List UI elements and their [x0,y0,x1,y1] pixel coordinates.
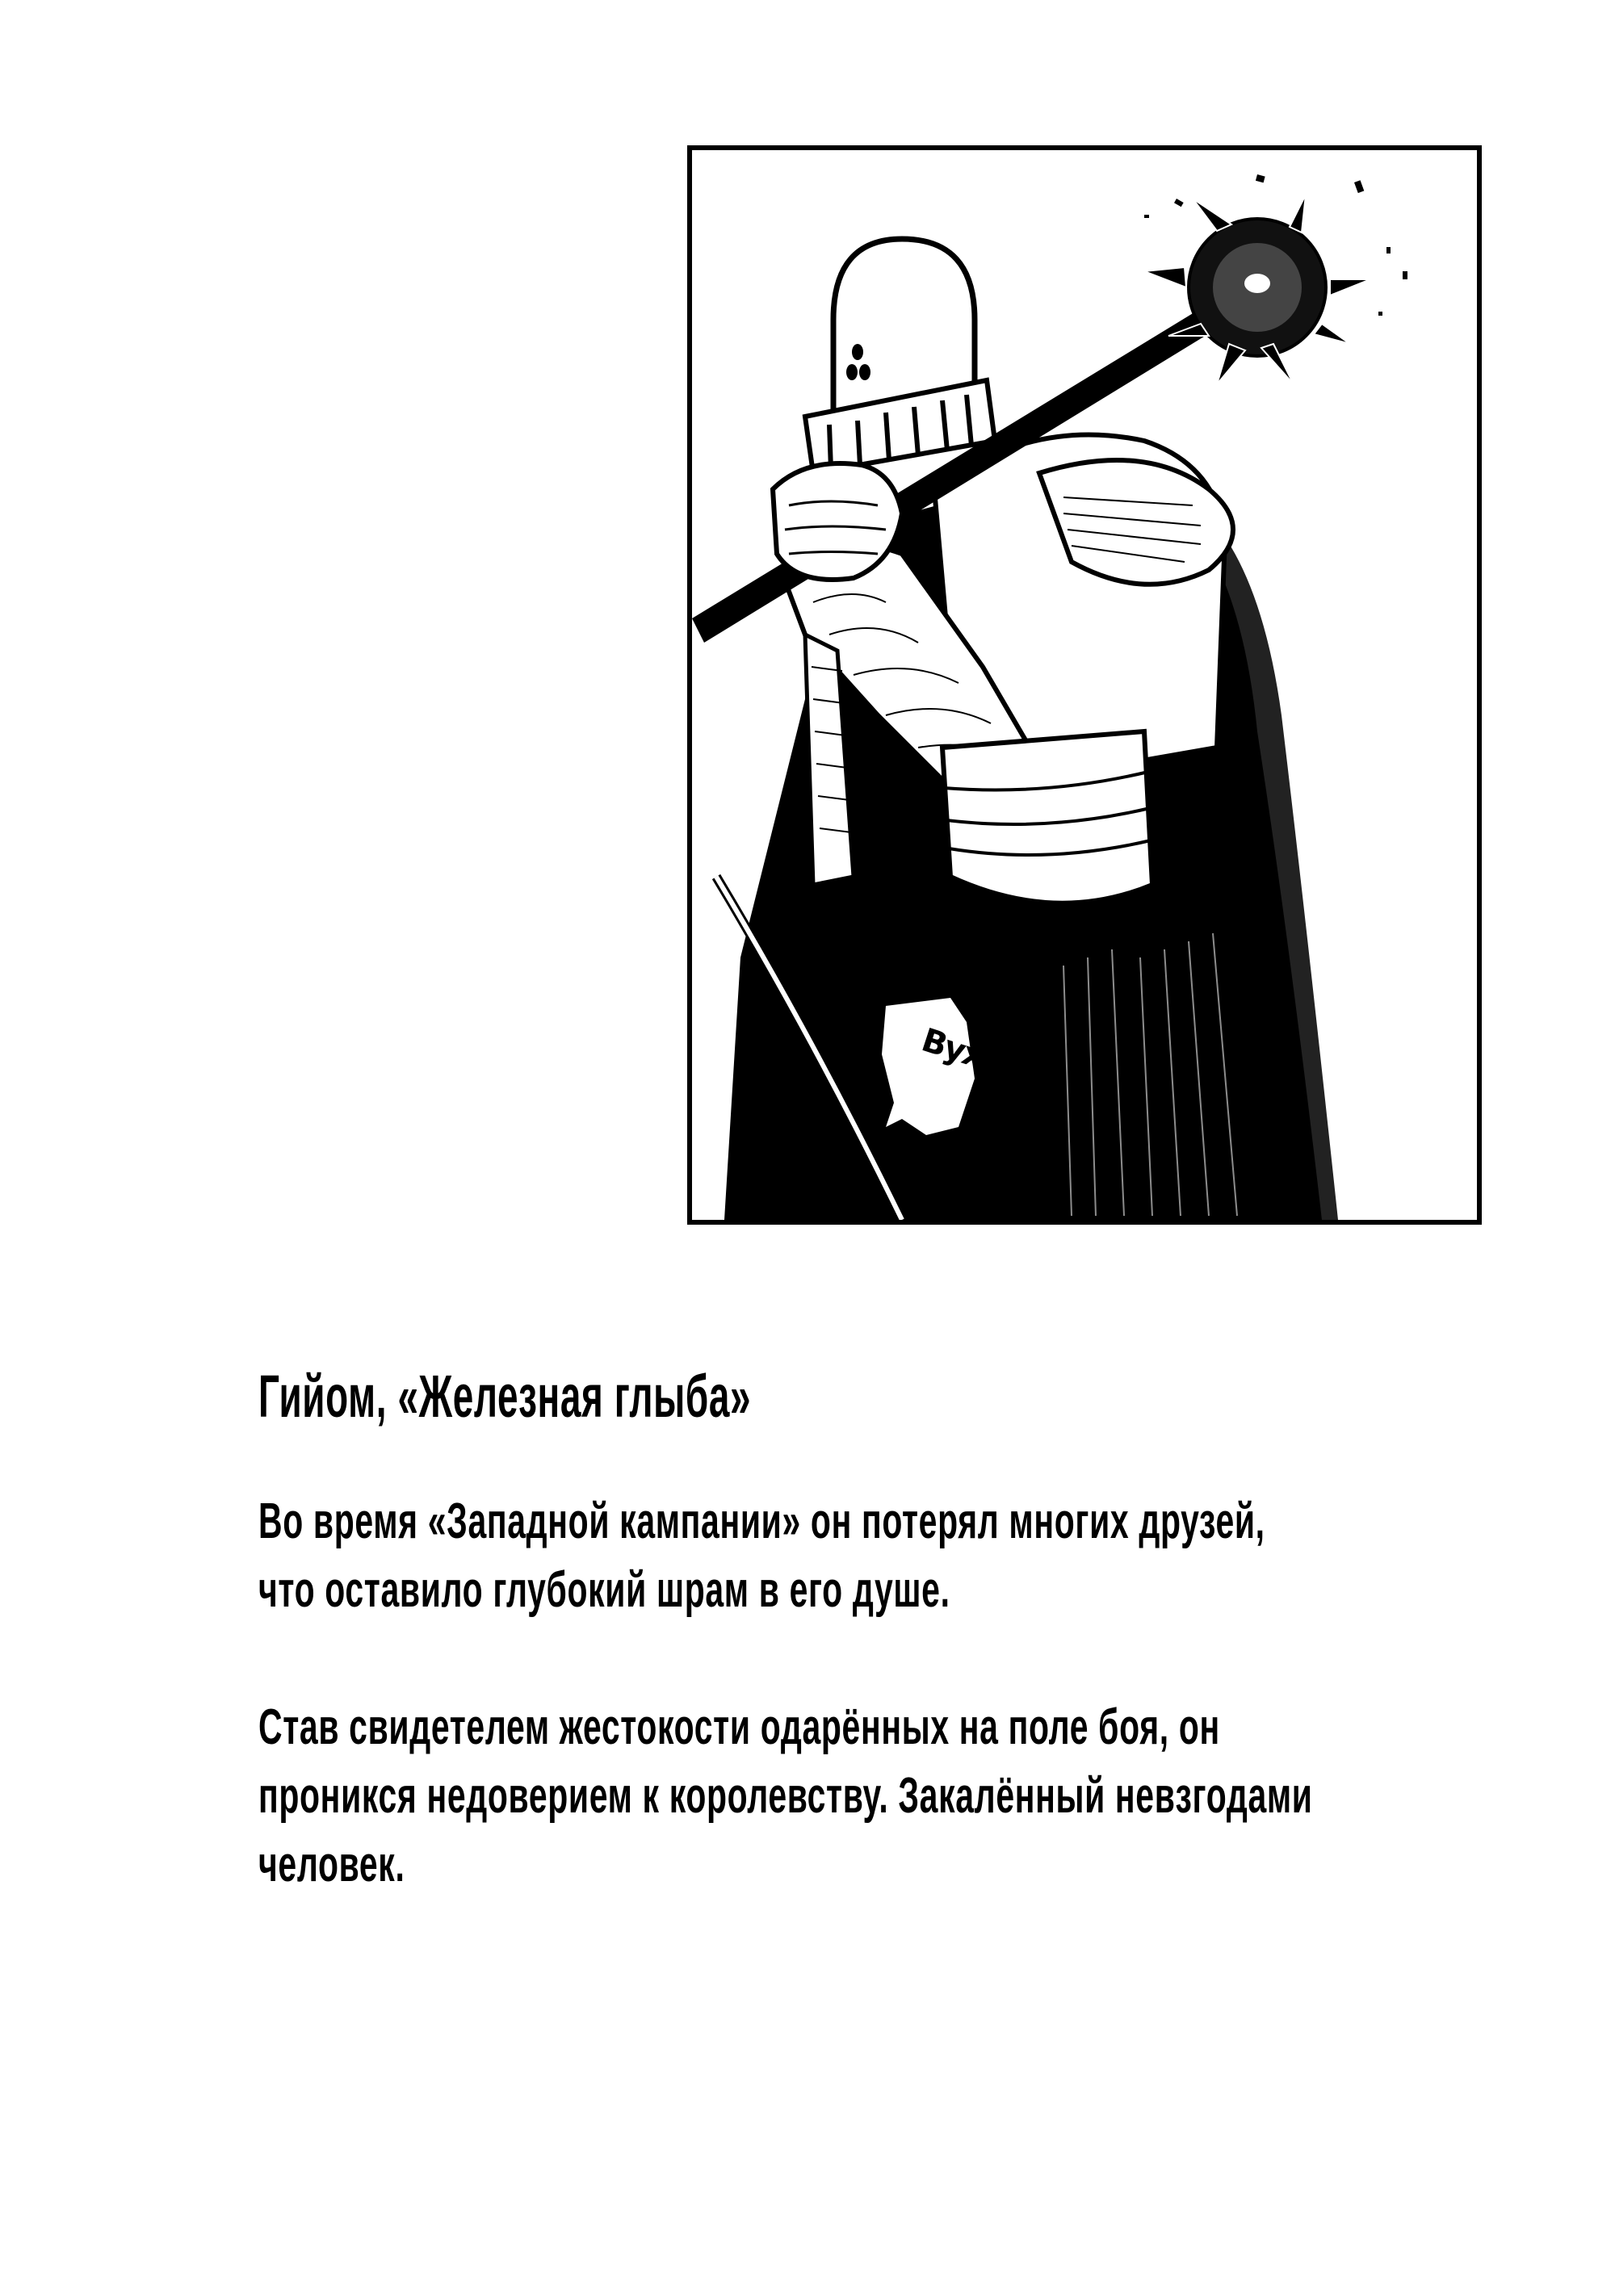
character-description [258,1356,1405,1899]
character-title: Гийом, «Железная глыба» [258,1363,752,1430]
mace-head [1144,195,1370,384]
description-paragraph-1 [258,1487,1265,1624]
knight-illustration [692,150,1477,1220]
illustration-panel [687,145,1482,1225]
paragraph-line: Став свидетелем жестокости одарённых на поле боя, он [258,1699,1220,1755]
description-paragraph-2 [258,1693,1313,1899]
paragraph-line: Во время «Западной кампании» он потерял многих друзей, [258,1494,1265,1549]
paragraph-line: человек. [258,1837,405,1892]
paragraph-line: что оставило глубокий шрам в его душе. [258,1562,950,1618]
paragraph-line: проникся недоверием к королевству. Закалённый невзгодами [258,1768,1313,1824]
sfx-text: Вух [917,1021,988,1076]
